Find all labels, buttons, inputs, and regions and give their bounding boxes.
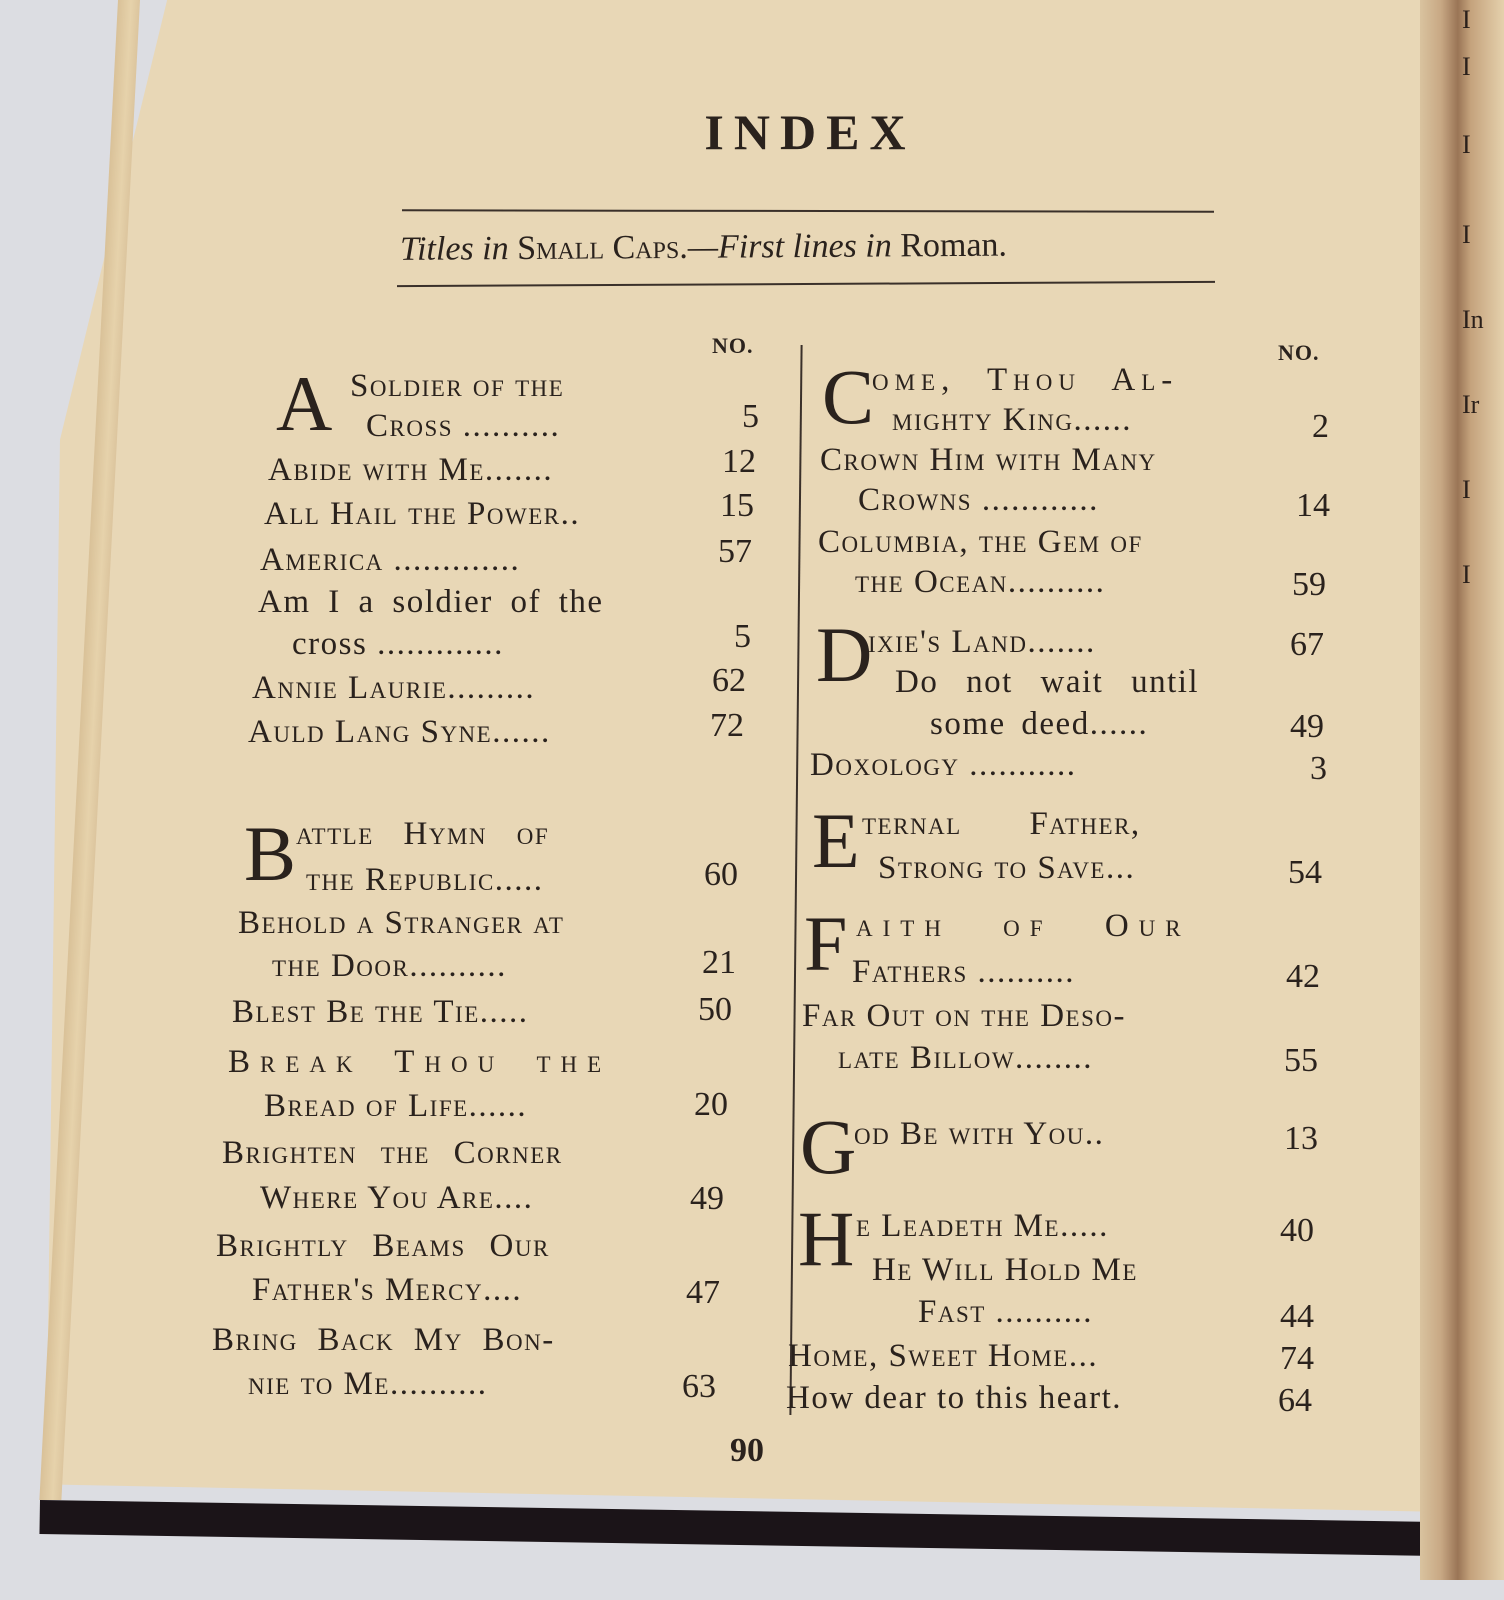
hymn-number: 55: [1284, 1042, 1318, 1079]
index-entry-line: He Will Hold Me: [872, 1252, 1138, 1288]
top-rule: [402, 209, 1214, 212]
index-entry-line: America .............: [260, 542, 521, 578]
index-entry-line: the Door..........: [272, 948, 507, 984]
hymn-number: 12: [722, 443, 756, 480]
index-entry-line: Fathers ..........: [852, 954, 1076, 990]
facing-page-letter: I: [1462, 52, 1471, 81]
index-entry-line: Where You Are....: [260, 1180, 534, 1216]
hymn-number: 60: [704, 856, 738, 893]
index-entry-line: Annie Laurie.........: [252, 670, 536, 706]
hymn-number: 20: [694, 1086, 728, 1123]
hymn-number: 59: [1292, 566, 1326, 603]
hymn-number: 64: [1278, 1382, 1312, 1419]
index-entry-line: the Ocean..........: [855, 564, 1106, 600]
index-entry-line: some deed......: [930, 706, 1149, 742]
drop-cap: B: [244, 810, 297, 897]
hymn-number: 49: [690, 1180, 724, 1217]
hymn-number: 50: [698, 991, 732, 1028]
index-entry-line: Cross ..........: [366, 408, 561, 444]
legend-italic-2: —First lines in: [687, 227, 892, 266]
index-entry-line: Fast ..........: [918, 1294, 1094, 1330]
drop-cap: C: [822, 353, 875, 440]
index-entry-line: Columbia, the Gem of: [818, 524, 1143, 560]
hymn-number: 5: [734, 618, 751, 655]
index-entry-line: Auld Lang Syne......: [248, 714, 551, 750]
index-entry-line: Break Thou the: [228, 1044, 612, 1080]
hymn-number: 49: [1290, 708, 1324, 745]
index-entry-line: How dear to this heart.: [786, 1380, 1122, 1416]
drop-cap: E: [812, 797, 860, 884]
hymn-number: 21: [702, 944, 736, 981]
index-entry-line: mighty King......: [892, 402, 1132, 438]
index-entry-line: ixie's Land.......: [868, 624, 1096, 660]
index-entry-line: Far Out on the Deso-: [802, 998, 1126, 1034]
right-no-header: NO.: [1278, 340, 1320, 365]
hymn-number: 54: [1288, 854, 1322, 891]
facing-page-letter: I: [1462, 220, 1471, 249]
index-entry-line: attle Hymn of: [296, 816, 550, 852]
hymn-number: 13: [1284, 1120, 1318, 1157]
index-entry-line: aith of Our: [856, 908, 1191, 944]
index-entry-line: Brighten the Corner: [222, 1135, 563, 1171]
hymn-number: 63: [682, 1368, 716, 1405]
hymn-number: 67: [1290, 626, 1324, 663]
legend-roman: Roman.: [900, 226, 1008, 265]
hymn-number: 15: [720, 487, 754, 524]
hymn-number: 2: [1312, 408, 1329, 445]
hymn-number: 72: [710, 707, 744, 744]
index-entry-line: Home, Sweet Home...: [788, 1338, 1099, 1374]
drop-cap: H: [798, 1195, 855, 1282]
index-entry-line: Doxology ...........: [810, 747, 1077, 783]
legend-smallcaps: Small Caps.: [517, 228, 688, 268]
index-entry-line: Strong to Save...: [878, 850, 1136, 886]
index-entry-line: Bring Back My Bon-: [212, 1322, 555, 1358]
facing-page-letter: Ir: [1462, 390, 1480, 419]
legend-italic-1: Titles in: [399, 230, 509, 268]
drop-cap: F: [804, 900, 848, 987]
index-entry-line: e Leadeth Me.....: [856, 1208, 1109, 1244]
facing-page-letter: In: [1462, 305, 1484, 334]
index-entry-line: the Republic.....: [306, 862, 544, 898]
index-entry-line: Abide with Me.......: [268, 452, 554, 488]
page-title: INDEX: [704, 104, 916, 160]
drop-cap: G: [800, 1103, 857, 1190]
index-entry-line: od Be with You..: [854, 1116, 1105, 1152]
page-number: 90: [730, 1432, 764, 1469]
facing-page-letter: I: [1462, 475, 1471, 504]
index-entry-line: Soldier of the: [350, 368, 565, 404]
hymn-number: 57: [718, 533, 752, 570]
hymn-number: 42: [1286, 958, 1320, 995]
index-entry-line: cross .............: [292, 626, 504, 662]
index-entry-line: Blest Be the Tie.....: [232, 994, 529, 1030]
index-entry-line: Crowns ............: [858, 482, 1099, 518]
hymn-number: 3: [1310, 750, 1327, 787]
index-entry-line: Crown Him with Many: [820, 442, 1157, 478]
hymn-number: 74: [1280, 1340, 1314, 1377]
hymn-number: 14: [1296, 487, 1330, 524]
index-entry-line: All Hail the Power..: [264, 496, 581, 532]
index-entry-line: nie to Me..........: [248, 1366, 488, 1402]
hymn-number: 62: [712, 662, 746, 699]
index-entry-line: ome, Thou Al-: [872, 362, 1179, 398]
index-entry-line: late Billow........: [838, 1040, 1094, 1076]
index-entry-line: Do not wait until: [895, 664, 1200, 700]
facing-page-letter: I: [1462, 130, 1471, 159]
index-entry-line: Am I a soldier of the: [258, 584, 604, 620]
index-entry-line: Father's Mercy....: [252, 1272, 523, 1308]
drop-cap: A: [276, 360, 333, 447]
index-entry-line: Brightly Beams Our: [216, 1228, 550, 1264]
facing-page-letter: I: [1462, 560, 1471, 589]
index-entry-line: Behold a Stranger at: [238, 905, 565, 941]
hymn-number: 5: [742, 398, 759, 435]
bottom-rule: [397, 281, 1215, 287]
hymn-number: 44: [1280, 1298, 1314, 1335]
left-no-header: NO.: [712, 333, 754, 358]
drop-cap: D: [816, 611, 873, 698]
hymn-number: 40: [1280, 1212, 1314, 1249]
facing-page-letter: I: [1462, 5, 1471, 34]
index-entry-line: Bread of Life......: [264, 1088, 528, 1124]
hymn-number: 47: [686, 1274, 720, 1311]
index-legend: [400, 225, 1220, 269]
index-entry-line: ternal Father,: [862, 806, 1141, 842]
